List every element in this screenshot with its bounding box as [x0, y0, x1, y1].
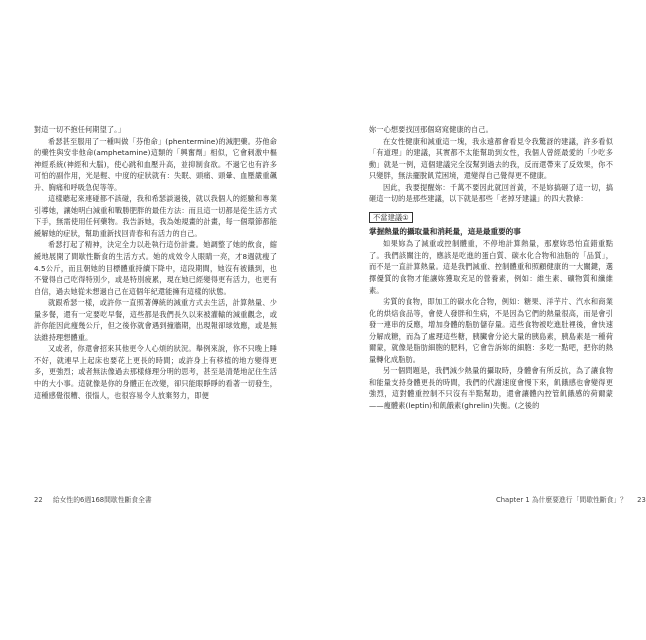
page-number: 23 — [637, 496, 646, 504]
section-subheading: 掌握熱量的攝取量和消耗量，這是最重要的事 — [369, 226, 521, 236]
left-page — [34, 124, 277, 400]
paragraph: 就跟希瑟一樣，或許你一直照著傳統的減重方式去生活，計算熱量、少量多餐，還有一定要吃早餐，這些都是我們長久以來被灌輸的減重觀念，或許你能因此瘦幾公斤，但之後你就會遇到撞牆期，出現報卻球效應，或是無法維持理想體重。 — [34, 298, 277, 342]
paragraph: 又或者，你還會招來其他更令人心煩的狀況。舉例來說，你不只晚上睡不好，就連早上起床也要花上更長的時間；或許身上有移植的地方變得更多，更強烈；或者無法像過去那樣條理分明的思考，甚至是清楚地記住生活中的大小事。這就像是你的身體正在改變，卻只能眼睜睜的看著一切發生，這種感覺很糟、很惱人，也很容易令人放棄努力，即便 — [34, 344, 277, 400]
paragraph: 妳一心想要找回那個窈窕健康的自己。 — [369, 125, 493, 134]
right-page — [369, 124, 613, 410]
paragraph: 希瑟打起了精神，決定全力以赴執行這份計畫。她調整了她的飲食，縮緩地展開了間歇性斷食的生活方式。她的成效令人眼睛一亮，才8週就瘦了4.5公斤，而且朝她的目標體重持續下降中，這段期間，她沒有被餓到，也不覺得自己吃得特別少，或是特別疲累，現在她已經變得更有活力，也更有自信，過去她從未想過自己在這個年紀還能擁有這樣的狀態。 — [34, 240, 277, 296]
paragraph: 如果妳為了減重或控制體重，不停地計算熱量，那麼妳恐怕直錯重點了。我們該關注的，應該是吃進的蛋白質、碳水化合物和油脂的「品質」，而不是一直計算熱量。這是我們減重、控制體重和照顧健康的一大關鍵，選擇優質的食物才能讓妳獲取充足的營養素，例如：維生素、礦物質和纖維素。 — [369, 239, 613, 295]
running-title: 給女性的6週168間歇性斷食全書 — [52, 496, 152, 504]
running-title: Chapter 1 為什麼要進行「間歇性斷食」？ — [496, 496, 627, 504]
paragraph: 另一個問題是，我們減少熱量的攝取時，身體會有所反抗，為了讓食物和能量支持身體更長的時間，我們的代謝速度會慢下來，飢餓感也會變得更強烈，這對體重控制不只沒有半點幫助，還會讓體內控管飢餓感的荷爾蒙——瘦體素(leptin)和飢餓素(ghrelin)失衡。(之後的 — [369, 366, 613, 410]
section-badge: 不當建議① — [369, 212, 413, 223]
paragraph: 劣質的食物，即加工的碳水化合物，例如：糖果、洋芋片、汽水和商業化的烘焙食品等，會使人發胖和生病，不是因為它們的熱量很高，而是會引發一連串的反應，增加身體的脂肪儲存量。這些食物被吃進肚裡後，會快速分解成糖，而為了處理這些糖，胰臟會分泌大量的胰島素，胰島素是一種荷爾蒙，就像是脂肪細胞的肥料，它會告訴妳的細胞：多吃一點吧，把你的熱量轉化成脂肪。 — [369, 297, 613, 364]
right-footer — [496, 494, 646, 504]
paragraph: 希瑟甚至服用了一種叫做「芬他命」(phentermine)的減肥藥。芬他命的藥性與安非他命(amphetamine)這類的「興奮劑」相似，它會刺激中樞神經系統(神經和大腦)，使心跳和血壓升高，並抑制食欲。不過它也有許多可怕的副作用，光是輕、中度的症狀就有：失眠、頭痛、頭暈、血壓嚴重飆升、胸痛和呼吸急促等等。 — [34, 136, 277, 192]
paragraph: 因此，我要提醒妳：千萬不要因此就回首黃，不是妳搞砸了這一切，搞砸這一切的是那些建議，以下就是那些「老掉牙建議」的四大教條： — [369, 182, 613, 204]
page-number: 22 — [34, 496, 43, 504]
paragraph: 對這一切不抱任何期望了。」 — [34, 125, 126, 134]
left-footer — [34, 494, 152, 504]
paragraph: 在女性健康和減重這一塊，我永遠都會看見令我驚訝的建議，許多看似「有道理」的建議，其實都不太能幫助到女性，我個人曾經最愛的「少吃多動」就是一例，這個建議完全沒幫到過去的我，反而還帶來了反效果，你不只變胖，無法擺脫飢荒困境，還變得自己覺得更不健康。 — [369, 136, 613, 181]
paragraph: 這樣聽起來連碰都不該碰，我和希瑟談過後，就以我個人的經驗和專業引導她，讓她明白減重和戰勝肥胖的最佳方法：而且這一切都是從生活方式下手，無需使用任何藥物。我告訴她，我為她規畫的計畫，每一個環節都能緩解她的症狀，幫助重新找回青春和有活力的自己。 — [34, 194, 277, 238]
